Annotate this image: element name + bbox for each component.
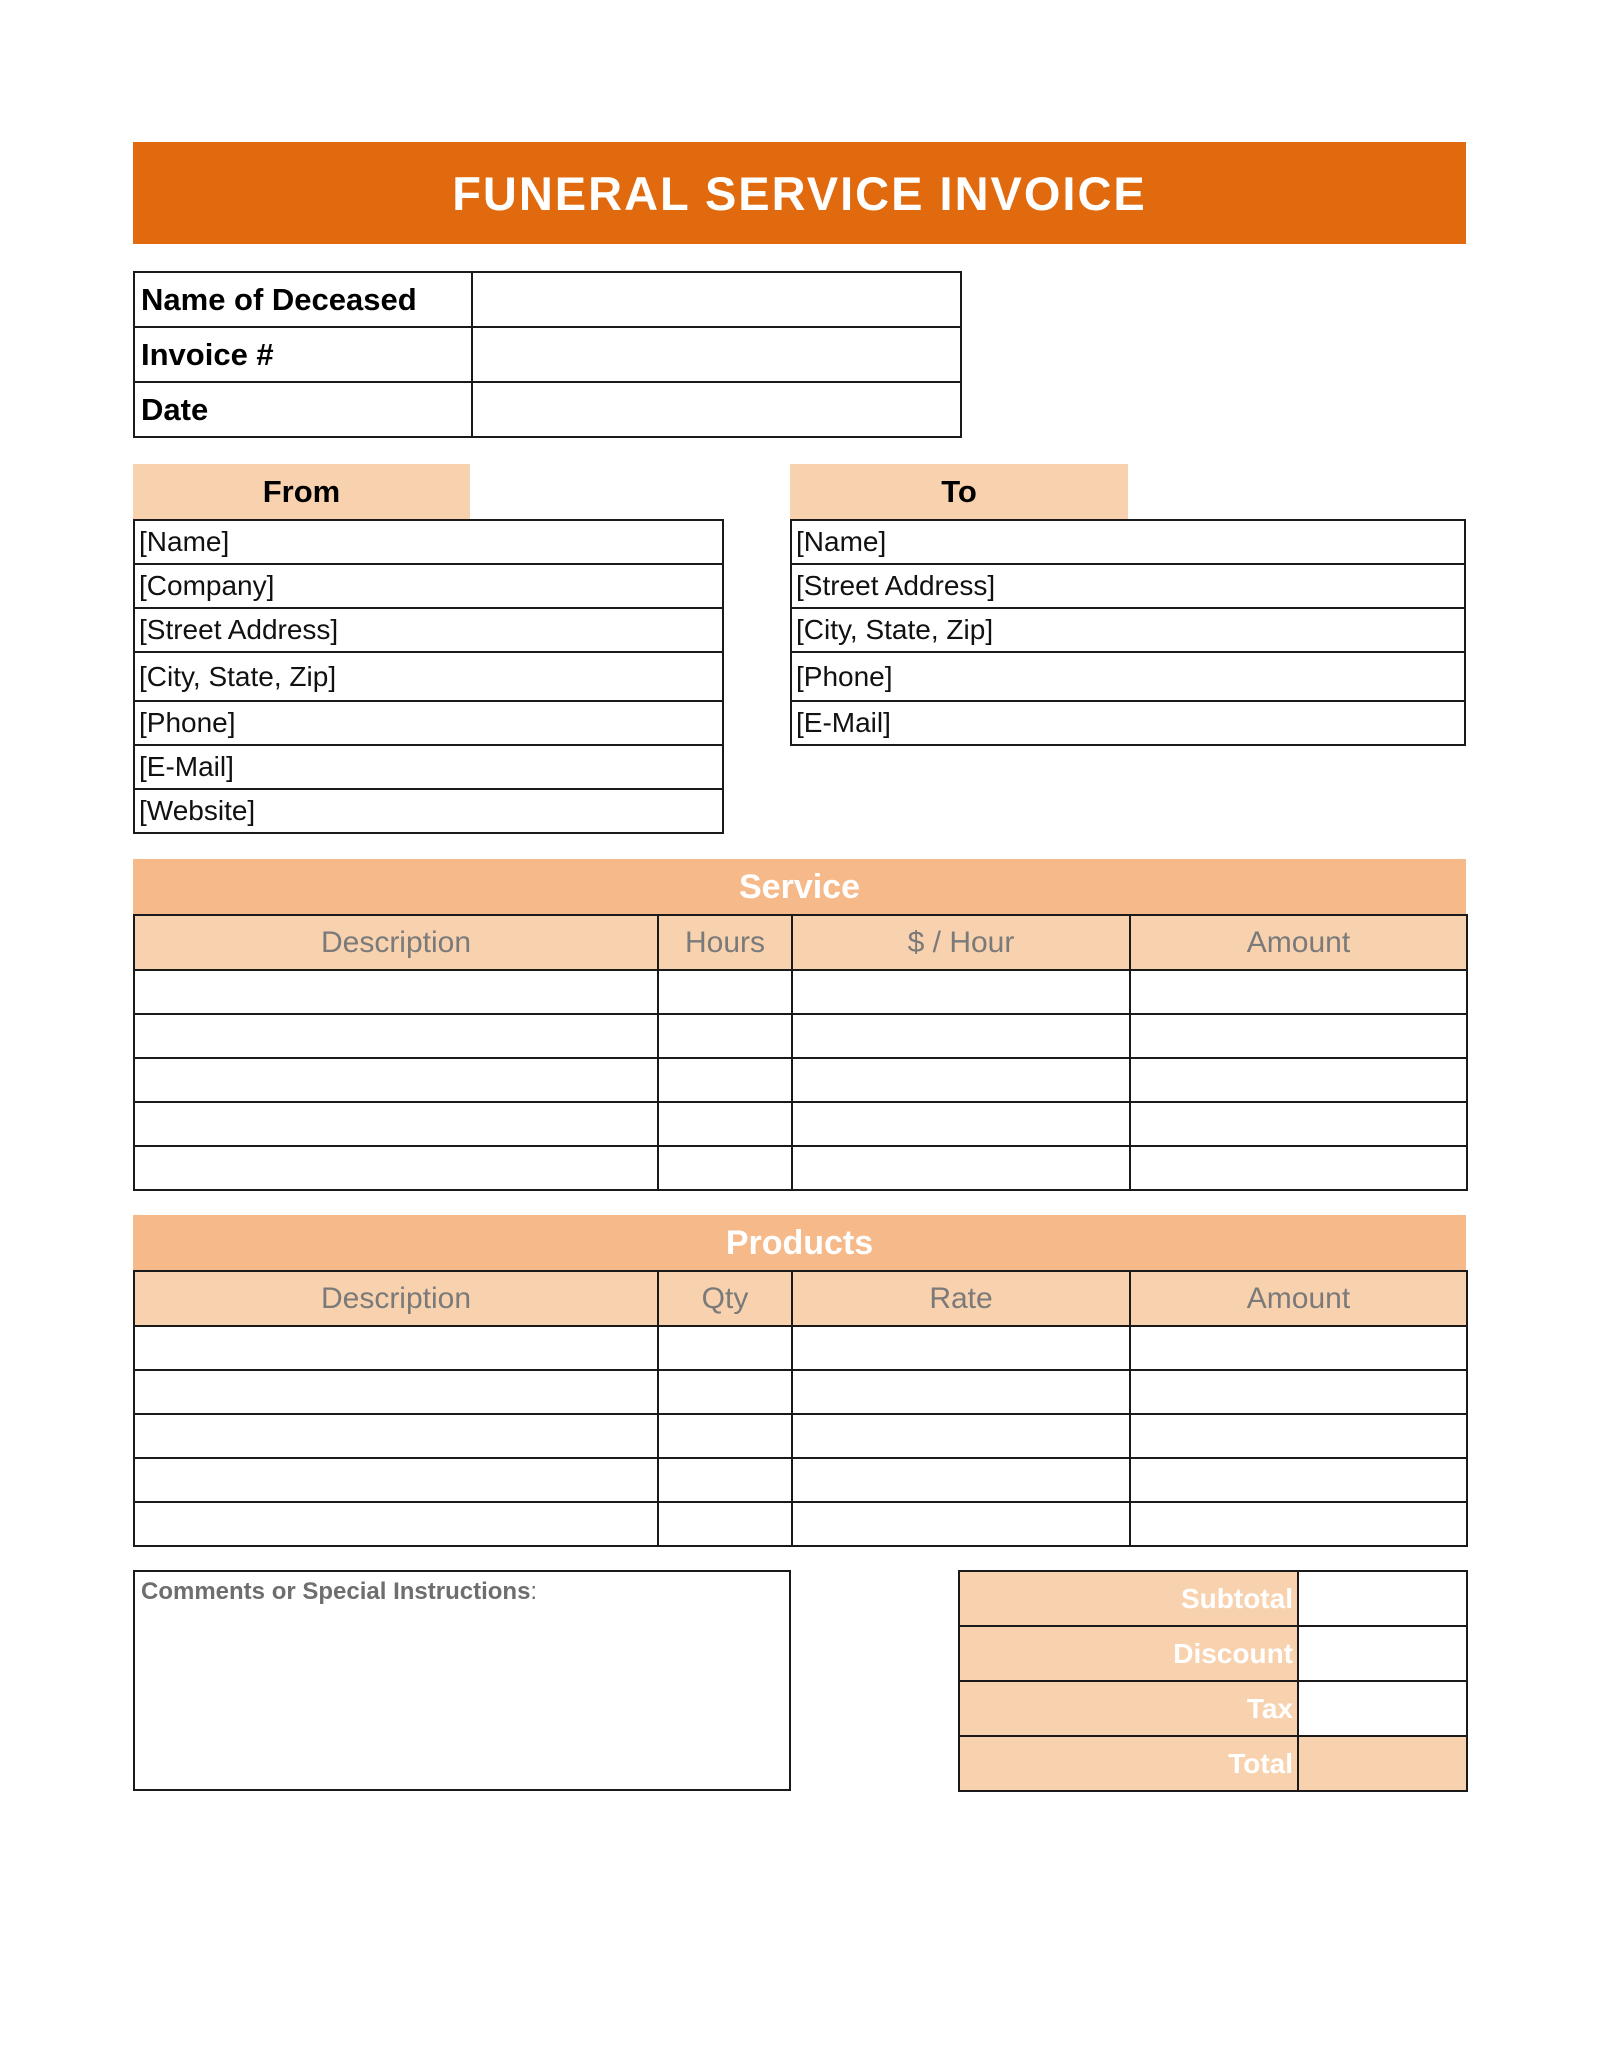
totals-row-total [959,1736,1467,1791]
cell[interactable] [658,1458,792,1502]
from-city-state-zip[interactable]: [City, State, Zip] [134,652,723,701]
to-address-table [790,519,1466,746]
cell[interactable] [658,1146,792,1190]
to-name[interactable]: [Name] [791,520,1465,564]
cell[interactable] [134,1146,658,1190]
table-row [134,1414,1467,1458]
cell[interactable] [1130,970,1467,1014]
cell[interactable] [1130,1014,1467,1058]
products-col-qty: Qty [658,1271,792,1326]
totals-row-discount [959,1626,1467,1681]
table-row [134,1102,1467,1146]
cell[interactable] [792,1370,1130,1414]
to-heading: To [790,464,1128,519]
cell[interactable] [134,1102,658,1146]
meta-row-date [134,382,961,437]
tax-field[interactable] [1298,1681,1467,1736]
to-phone[interactable]: [Phone] [791,652,1465,701]
subtotal-label: Subtotal [959,1571,1298,1626]
cell[interactable] [792,1326,1130,1370]
service-col-description: Description [134,915,658,970]
service-col-amount: Amount [1130,915,1467,970]
cell[interactable] [658,1102,792,1146]
invoice-number-field[interactable] [472,327,961,382]
cell[interactable] [658,1414,792,1458]
to-city-state-zip[interactable]: [City, State, Zip] [791,608,1465,652]
table-row [134,1146,1467,1190]
cell[interactable] [1130,1102,1467,1146]
cell[interactable] [792,1058,1130,1102]
products-heading: Products [133,1215,1466,1271]
cell[interactable] [792,1458,1130,1502]
table-row [134,1326,1467,1370]
cell[interactable] [792,1414,1130,1458]
cell[interactable] [1130,1458,1467,1502]
cell[interactable] [658,1014,792,1058]
total-label: Total [959,1736,1298,1791]
from-company[interactable]: [Company] [134,564,723,608]
cell[interactable] [792,970,1130,1014]
from-website[interactable]: [Website] [134,789,723,833]
service-table [133,914,1468,1191]
discount-label: Discount [959,1626,1298,1681]
total-field[interactable] [1298,1736,1467,1791]
cell[interactable] [1130,1414,1467,1458]
cell[interactable] [1130,1146,1467,1190]
cell[interactable] [792,1102,1130,1146]
table-row [134,1014,1467,1058]
table-row [134,1502,1467,1546]
from-address-table [133,519,724,834]
meta-label-deceased: Name of Deceased [134,272,472,327]
tax-label: Tax [959,1681,1298,1736]
cell[interactable] [792,1502,1130,1546]
cell[interactable] [658,970,792,1014]
products-table [133,1270,1468,1547]
from-name[interactable]: [Name] [134,520,723,564]
cell[interactable] [792,1014,1130,1058]
from-phone[interactable]: [Phone] [134,701,723,745]
totals-row-tax [959,1681,1467,1736]
to-street[interactable]: [Street Address] [791,564,1465,608]
meta-label-date: Date [134,382,472,437]
comments-box[interactable] [133,1570,791,1791]
table-row [134,970,1467,1014]
cell[interactable] [134,1458,658,1502]
subtotal-field[interactable] [1298,1571,1467,1626]
cell[interactable] [134,970,658,1014]
cell[interactable] [134,1414,658,1458]
meta-row-deceased [134,272,961,327]
service-header-row [134,915,1467,970]
cell[interactable] [792,1146,1130,1190]
cell[interactable] [134,1370,658,1414]
totals-row-subtotal [959,1571,1467,1626]
cell[interactable] [658,1370,792,1414]
from-heading: From [133,464,470,519]
from-email[interactable]: [E-Mail] [134,745,723,789]
products-col-amount: Amount [1130,1271,1467,1326]
meta-row-invoice [134,327,961,382]
table-row [134,1458,1467,1502]
discount-field[interactable] [1298,1626,1467,1681]
products-col-rate: Rate [792,1271,1130,1326]
cell[interactable] [658,1058,792,1102]
cell[interactable] [134,1502,658,1546]
to-email[interactable]: [E-Mail] [791,701,1465,745]
service-col-rate: $ / Hour [792,915,1130,970]
products-header-row [134,1271,1467,1326]
invoice-meta-table [133,271,962,438]
from-street[interactable]: [Street Address] [134,608,723,652]
totals-table [958,1570,1468,1792]
cell[interactable] [134,1058,658,1102]
cell[interactable] [1130,1058,1467,1102]
table-row [134,1058,1467,1102]
service-col-hours: Hours [658,915,792,970]
service-heading: Service [133,859,1466,915]
cell[interactable] [658,1326,792,1370]
cell[interactable] [134,1326,658,1370]
cell[interactable] [1130,1326,1467,1370]
deceased-name-field[interactable] [472,272,961,327]
cell[interactable] [1130,1370,1467,1414]
invoice-title: FUNERAL SERVICE INVOICE [133,142,1466,244]
table-row [134,1370,1467,1414]
comments-label: Comments or Special Instructions [141,1578,531,1605]
comments-colon: : [530,1578,538,1605]
meta-label-invoice: Invoice # [134,327,472,382]
cell[interactable] [658,1502,792,1546]
date-field[interactable] [472,382,961,437]
cell[interactable] [134,1014,658,1058]
cell[interactable] [1130,1502,1467,1546]
products-col-description: Description [134,1271,658,1326]
